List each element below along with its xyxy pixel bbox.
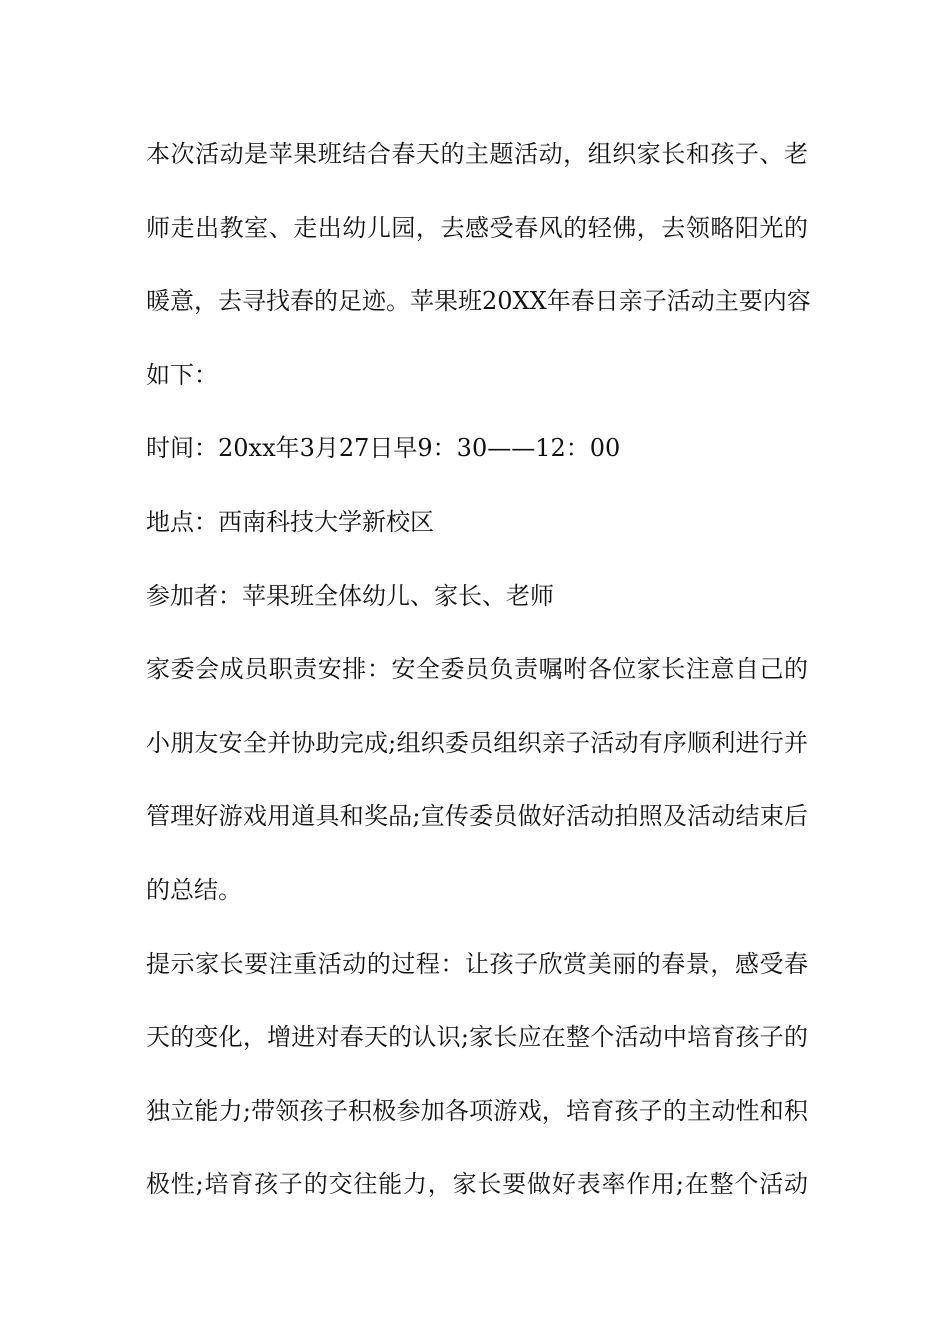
participants-line: 参加者：苹果班全体幼儿、家长、老师 — [146, 581, 554, 610]
parent-tips-line-1: 提示家长要注重活动的过程：让孩子欣赏美丽的春景，感受春 — [146, 949, 808, 978]
parent-tips-line-2: 天的变化，增进对春天的认识;家长应在整个活动中培育孩子的 — [146, 1023, 808, 1052]
paragraph-intro-line-2: 师走出教室、走出幼儿园，去感受春风的轻佛，去领略阳光的 — [146, 213, 808, 242]
committee-duties-line-2: 小朋友安全并协助完成;组织委员组织亲子活动有序顺利进行并 — [146, 728, 808, 757]
committee-duties-line-1: 家委会成员职责安排：安全委员负责嘱咐各位家长注意自己的 — [146, 655, 808, 684]
parent-tips-line-3: 独立能力;带领孩子积极参加各项游戏，培育孩子的主动性和积 — [146, 1096, 808, 1125]
paragraph-intro-line-3: 暖意，去寻找春的足迹。苹果班20XX年春日亲子活动主要内容 — [146, 287, 811, 316]
paragraph-intro-line-4: 如下： — [146, 360, 218, 389]
parent-tips-line-4: 极性;培育孩子的交往能力，家长要做好表率作用;在整个活动 — [146, 1170, 808, 1199]
document-body — [146, 128, 811, 1232]
location-line: 地点：西南科技大学新校区 — [146, 507, 434, 536]
paragraph-intro-line-1: 本次活动是苹果班结合春天的主题活动，组织家长和孩子、老 — [146, 140, 808, 168]
time-line: 时间：20xx年3月27日早9：30——12：00 — [146, 434, 621, 463]
committee-duties-line-4: 的总结。 — [146, 875, 242, 904]
committee-duties-line-3: 管理好游戏用道具和奖品;宣传委员做好活动拍照及活动结束后 — [146, 802, 808, 831]
